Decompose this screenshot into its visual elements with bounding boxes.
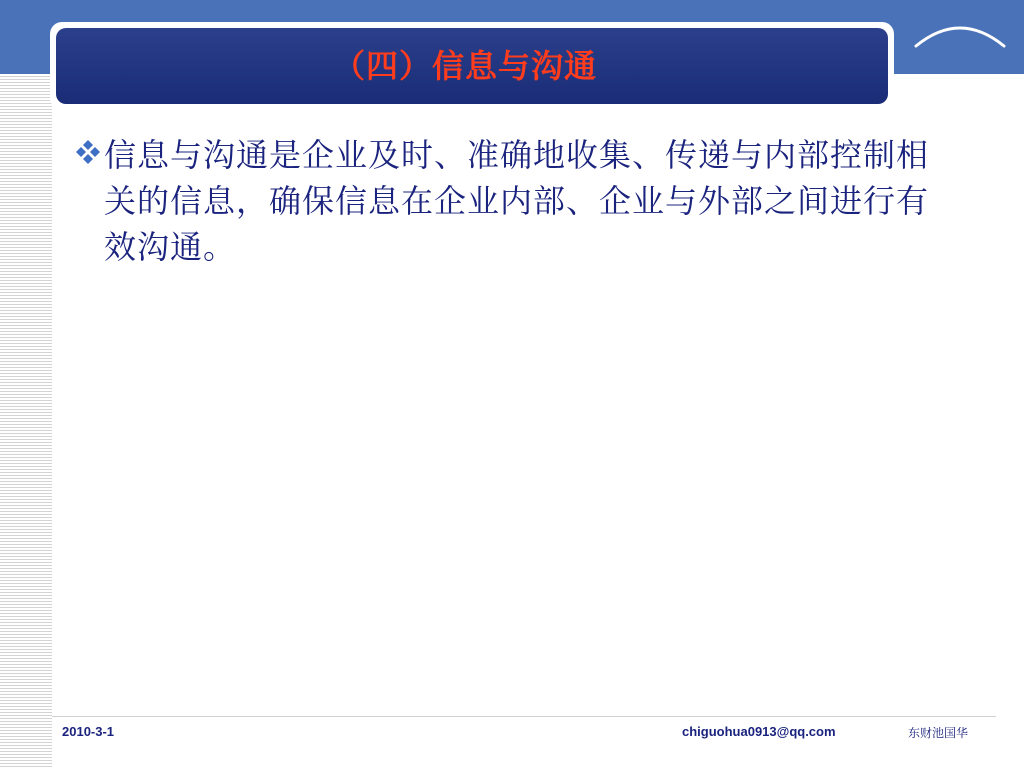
footer-author: 东财池国华 — [908, 726, 969, 740]
bullet-item: 信息与沟通是企业及时、准确地收集、传递与内部控制相关的信息，确保信息在企业内部、企业与外部之间进行有效沟通。 — [104, 136, 930, 266]
four-diamond-bullet-icon — [74, 138, 102, 166]
title-box — [56, 28, 888, 104]
footer-email: chiguohua0913@qq.com — [682, 724, 836, 739]
arc-decoration-icon — [910, 8, 1010, 68]
footer-date: 2010-3-1 — [62, 724, 115, 739]
footer-divider — [52, 716, 996, 717]
slide-title: （四）信息与沟通 — [332, 47, 597, 85]
left-stripe-decoration — [0, 74, 52, 768]
